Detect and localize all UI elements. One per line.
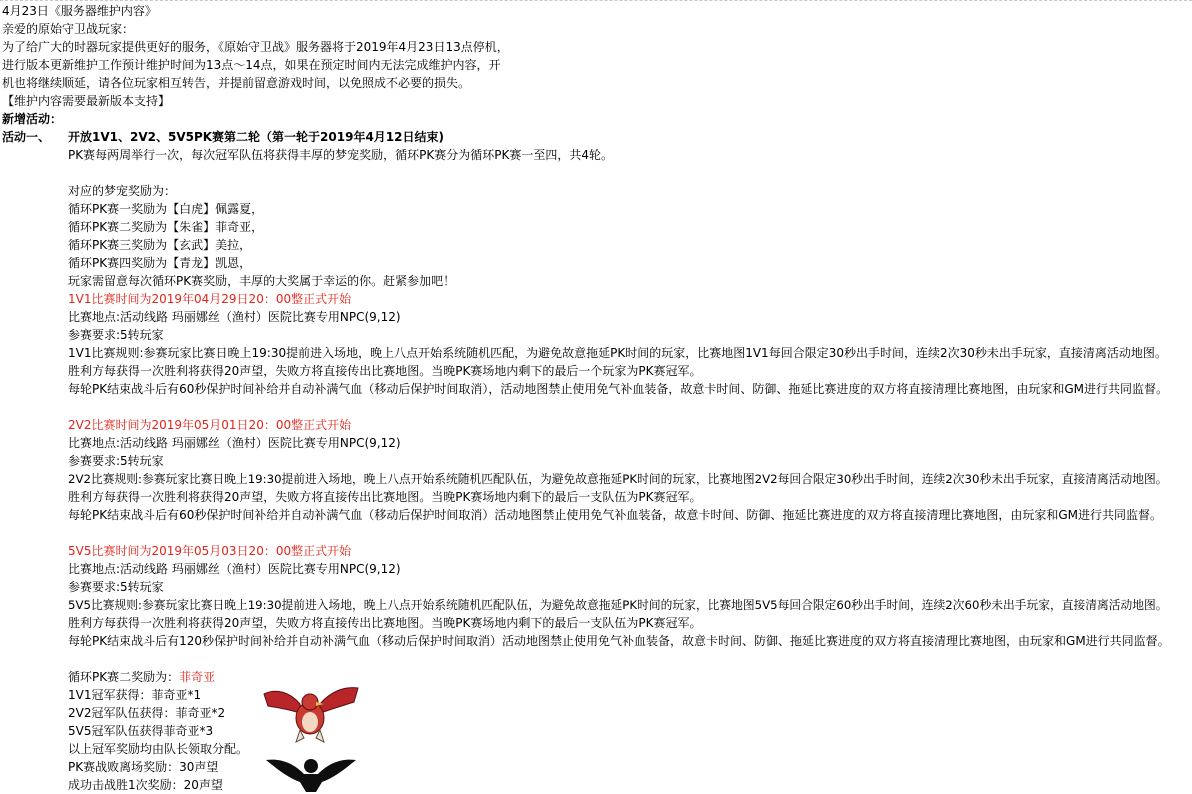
prize-label: 循环PK赛二奖励为： (68, 670, 180, 684)
match-rules: 2V2比赛规则:参赛玩家比赛日晚上19:30提前进入场地，晚上八点开始系统随机匹配队伍，为避免故意拖延PK时间的玩家，比赛地图2V2每回合限定30秒出手时间，连续2次30秒未出手玩家，直接清离活动地图。 (68, 472, 1168, 486)
intro-line: 为了给广大的时器玩家提供更好的服务，《原始守卫战》服务器将于2019年4月23日13点停机， (2, 40, 509, 54)
prize-line: 成功击战胜1次奖励：20声望 (68, 778, 223, 792)
match-protection-rule: 每轮PK结束战斗后有60秒保护时间补给并自动补满气血（移动后保护时间取消），活动地图禁止使用免气补血装备，故意卡时间、防御、拖延比赛进度的双方将直接清理比赛地图，由玩家和GM进行共同监督。 (68, 382, 1169, 396)
match-protection-rule: 每轮PK结束战斗后有120秒保护时间补给并自动补满气血（移动后保护时间取消）活动地图禁止使用免气补血装备，故意卡时间、防御、拖延比赛进度的双方将直接清理比赛地图，由玩家和GM进行共同监督。 (68, 634, 1170, 648)
match-requirement: 参赛要求:5转玩家 (68, 328, 164, 342)
intro-line: 机也将继续顺延，请各位玩家相互转告，并提前留意游戏时间，以免照成不必要的损失。 (2, 76, 471, 90)
version-note: 【维护内容需要最新版本支持】 (2, 94, 171, 108)
prize-line: 2V2冠军队伍获得：菲奇亚*2 (68, 706, 226, 720)
section-heading: 新增活动： (2, 112, 63, 126)
intro-line: 进行版本更新维护工作预计维护时间为13点～14点，如果在预定时间内无法完成维护内容，开 (2, 58, 501, 72)
prize-line: 5V5冠军队伍获得菲奇亚*3 (68, 724, 214, 738)
match-rules: 1V1比赛规则:参赛玩家比赛日晚上19:30提前进入场地，晚上八点开始系统随机匹配，为避免故意拖延PK时间的玩家，比赛地图1V1每回合限定30秒出手时间，连续2次30秒未出手玩家，直接清离活动地图。 (68, 346, 1167, 360)
match-requirement: 参赛要求:5转玩家 (68, 580, 164, 594)
match-requirement: 参赛要求:5转玩家 (68, 454, 164, 468)
reward-item: 循环PK赛一奖励为【白虎】佩露夏， (68, 202, 264, 216)
activity-title: 开放1V1、2V2、5V5PK赛第二轮（第一轮于2019年4月12日结束) (68, 130, 444, 144)
prize-line: 1V1冠军获得：菲奇亚*1 (68, 688, 202, 702)
match-win-rule: 胜利方每获得一次胜利将获得20声望，失败方将直接传出比赛地图。当晚PK赛场地内剩下的最后一个玩家为PK赛冠军。 (68, 364, 702, 378)
reward-item: 循环PK赛四奖励为【青龙】凯恩， (68, 256, 252, 270)
match-venue: 比赛地点:活动线路 玛丽娜丝（渔村）医院比赛专用NPC(9,12) (68, 436, 401, 450)
top-border (0, 0, 1192, 1)
match-time: 5V5比赛时间为2019年05月03日20：00整正式开始 (68, 544, 352, 558)
match-venue: 比赛地点:活动线路 玛丽娜丝（渔村）医院比赛专用NPC(9,12) (68, 310, 401, 324)
prize-line: 以上冠军奖励均由队长领取分配。 (68, 742, 249, 756)
match-protection-rule: 每轮PK结束战斗后有60秒保护时间补给并自动补满气血（移动后保护时间取消）活动地图禁止使用免气补血装备，故意卡时间、防御、拖延比赛进度的双方将直接清理比赛地图，由玩家和GM进行共同监督。 (68, 508, 1163, 522)
prize-pet-name: 菲奇亚 (179, 670, 216, 684)
page-title: 4月23日《服务器维护内容》 (2, 4, 157, 18)
activity-label: 活动一、 (2, 130, 51, 144)
reward-item: 循环PK赛二奖励为【朱雀】菲奇亚， (68, 220, 264, 234)
rewards-heading: 对应的梦宠奖励为： (68, 184, 177, 198)
match-win-rule: 胜利方每获得一次胜利将获得20声望，失败方将直接传出比赛地图。当晚PK赛场地内剩下的最后一支队伍为PK赛冠军。 (68, 616, 702, 630)
match-win-rule: 胜利方每获得一次胜利将获得20声望，失败方将直接传出比赛地图。当晚PK赛场地内剩下的最后一支队伍为PK赛冠军。 (68, 490, 702, 504)
match-time: 2V2比赛时间为2019年05月01日20：00整正式开始 (68, 418, 352, 432)
match-rules: 5V5比赛规则:参赛玩家比赛日晚上19:30提前进入场地，晚上八点开始系统随机匹配队伍，为避免故意拖延PK时间的玩家，比赛地图5V5每回合限定60秒出手时间，连续2次60秒未出手玩家，直接清离活动地图。 (68, 598, 1168, 612)
silhouette-sprite-image (264, 752, 358, 792)
pet-sprite-image (262, 684, 360, 746)
match-time: 1V1比赛时间为2019年04月29日20：00整正式开始 (68, 292, 352, 306)
match-venue: 比赛地点:活动线路 玛丽娜丝（渔村）医院比赛专用NPC(9,12) (68, 562, 401, 576)
call-to-action: 玩家需留意每次循环PK赛奖励，丰厚的大奖属于幸运的你。赶紧参加吧！ (68, 274, 456, 288)
greeting: 亲爱的原始守卫战玩家： (2, 22, 135, 36)
activity-desc: PK赛每两周举行一次，每次冠军队伍将获得丰厚的梦宠奖励，循环PK赛分为循环PK赛一至四，共4轮。 (68, 148, 613, 162)
prize-line: PK赛战败离场奖励：30声望 (68, 760, 219, 774)
reward-item: 循环PK赛三奖励为【玄武】美拉， (68, 238, 252, 252)
prize-heading (68, 668, 215, 686)
